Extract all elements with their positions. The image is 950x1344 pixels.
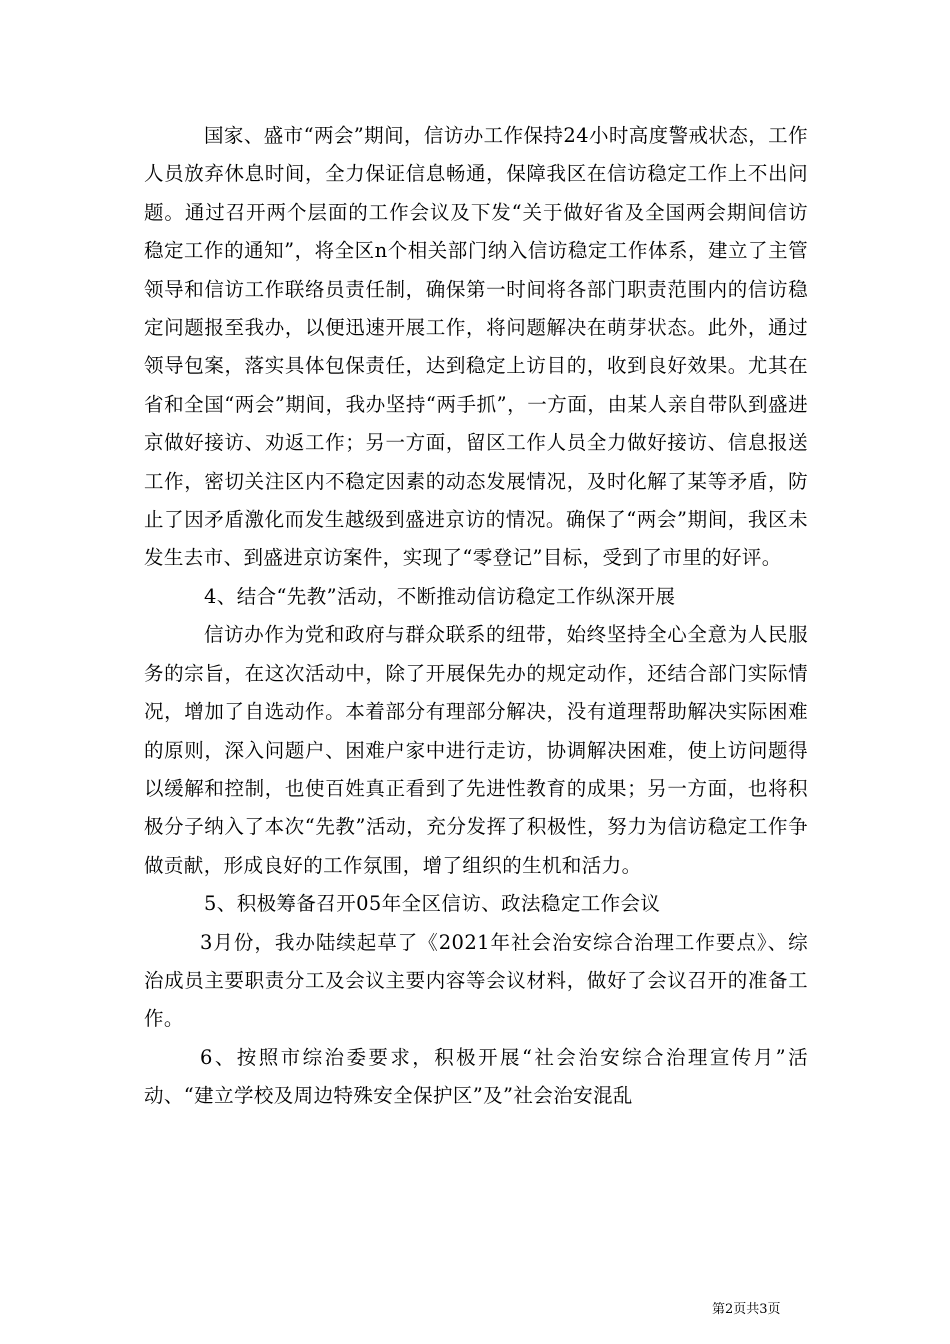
heading-item-5: 5、积极筹备召开05年全区信访、政法稳定工作会议 [204,892,661,916]
paragraph-xianjiao-activity: 信访办作为党和政府与群众联系的纽带，始终坚持全心全意为人民服务的宗旨，在这次活动中，除了开展保先办的规定动作，还结合部门实际情况，增加了自选动作。本着部分有理部分解决，没有道理帮助解决实际困难的原则，深入问题户、困难户家中进行走访，协调解决困难，使上访问题得以缓解和控制，也使百姓真正看到了先进性教育的成果；另一方面，也将积极分子纳入了本次“先教”活动，充分发挥了积极性，努力为信访稳定工作争做贡献，形成良好的工作氛围，增了组织的生机和活力。 [144,623,808,877]
paragraph-item-6: 6、按照市综治委要求，积极开展“社会治安综合治理宣传月”活动、“建立学校及周边特殊安全保护区”及”社会治安混乱 [144,1045,808,1108]
document-body [144,117,808,1116]
paragraph-two-sessions: 国家、盛市“两会”期间，信访办工作保持24小时高度警戒状态，工作人员放弃休息时间，全力保证信息畅通，保障我区在信访稳定工作上不出问题。通过召开两个层面的工作会议及下发“关于做好省及全国两会期间信访稳定工作的通知”，将全区n个相关部门纳入信访稳定工作体系，建立了主管领导和信访工作联络员责任制，确保第一时间将各部门职责范围内的信访稳定问题报至我办，以便迅速开展工作，将问题解决在萌芽状态。此外，通过领导包案，落实具体包保责任，达到稳定上访目的，收到良好效果。尤其在省和全国“两会”期间，我办坚持“两手抓”，一方面，由某人亲自带队到盛进京做好接访、劝返工作；另一方面，留区工作人员全力做好接访、信息报送工作，密切关注区内不稳定因素的动态发展情况，及时化解了某等矛盾，防止了因矛盾激化而发生越级到盛进京访的情况。确保了“两会”期间，我区未发生去市、到盛进京访案件，实现了“零登记”目标，受到了市里的好评。 [144,124,808,570]
paragraph-march-meeting: 3月份，我办陆续起草了《2021年社会治安综合治理工作要点》、综治成员主要职责分工及会议主要内容等会议材料，做好了会议召开的准备工作。 [144,930,808,1031]
page-number-footer: 第2页共3页 [712,1302,781,1317]
heading-item-4: 4、结合“先教”活动，不断推动信访稳定工作纵深开展 [204,584,676,608]
